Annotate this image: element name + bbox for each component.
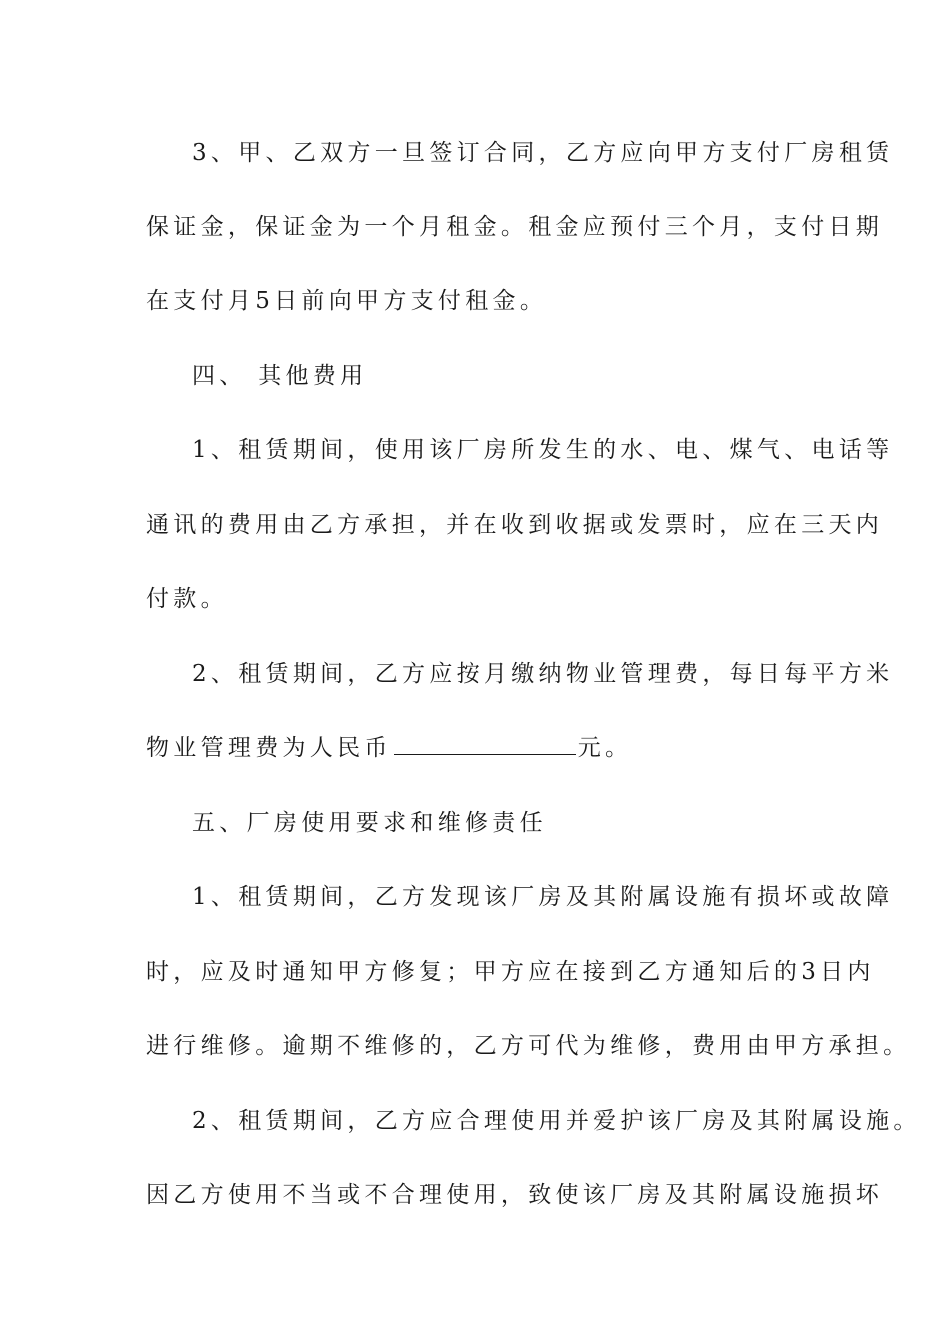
property-fee-unit: 元。: [577, 735, 633, 761]
paragraph-repair-line-3: 进行维修。逾期不维修的，乙方可代为维修，费用由甲方承担。: [146, 1033, 911, 1059]
paragraph-repair-line-1: 1、租赁期间，乙方发现该厂房及其附属设施有损坏或故障: [192, 884, 894, 910]
paragraph-utilities-line-1: 1、租赁期间，使用该厂房所发生的水、电、煤气、电话等: [192, 437, 894, 463]
paragraph-utilities-line-3: 付款。: [146, 586, 228, 612]
paragraph-deposit-line-1: 3、甲、乙双方一旦签订合同，乙方应向甲方支付厂房租赁: [192, 140, 894, 166]
paragraph-utilities-line-2: 通讯的费用由乙方承担，并在收到收据或发票时，应在三天内: [146, 512, 884, 538]
paragraph-care-line-1: 2、租赁期间，乙方应合理使用并爱护该厂房及其附属设施。: [192, 1108, 921, 1134]
paragraph-property-fee-line-1: 2、租赁期间，乙方应按月缴纳物业管理费，每日每平方米: [192, 661, 894, 687]
property-fee-text: 物业管理费为人民币: [146, 735, 392, 761]
section-heading-usage-maintenance: 五、厂房使用要求和维修责任: [192, 810, 547, 836]
paragraph-care-line-2: 因乙方使用不当或不合理使用，致使该厂房及其附属设施损坏: [146, 1182, 884, 1208]
paragraph-deposit-line-3: 在支付月5日前向甲方支付租金。: [146, 288, 548, 314]
paragraph-deposit-line-2: 保证金，保证金为一个月租金。租金应预付三个月，支付日期: [146, 214, 884, 240]
paragraph-repair-line-2: 时，应及时通知甲方修复；甲方应在接到乙方通知后的3日内: [146, 959, 875, 985]
fill-in-blank: [394, 734, 576, 755]
section-heading-other-fees: 四、 其他费用: [192, 363, 368, 389]
paragraph-property-fee-line-2: [146, 733, 811, 763]
